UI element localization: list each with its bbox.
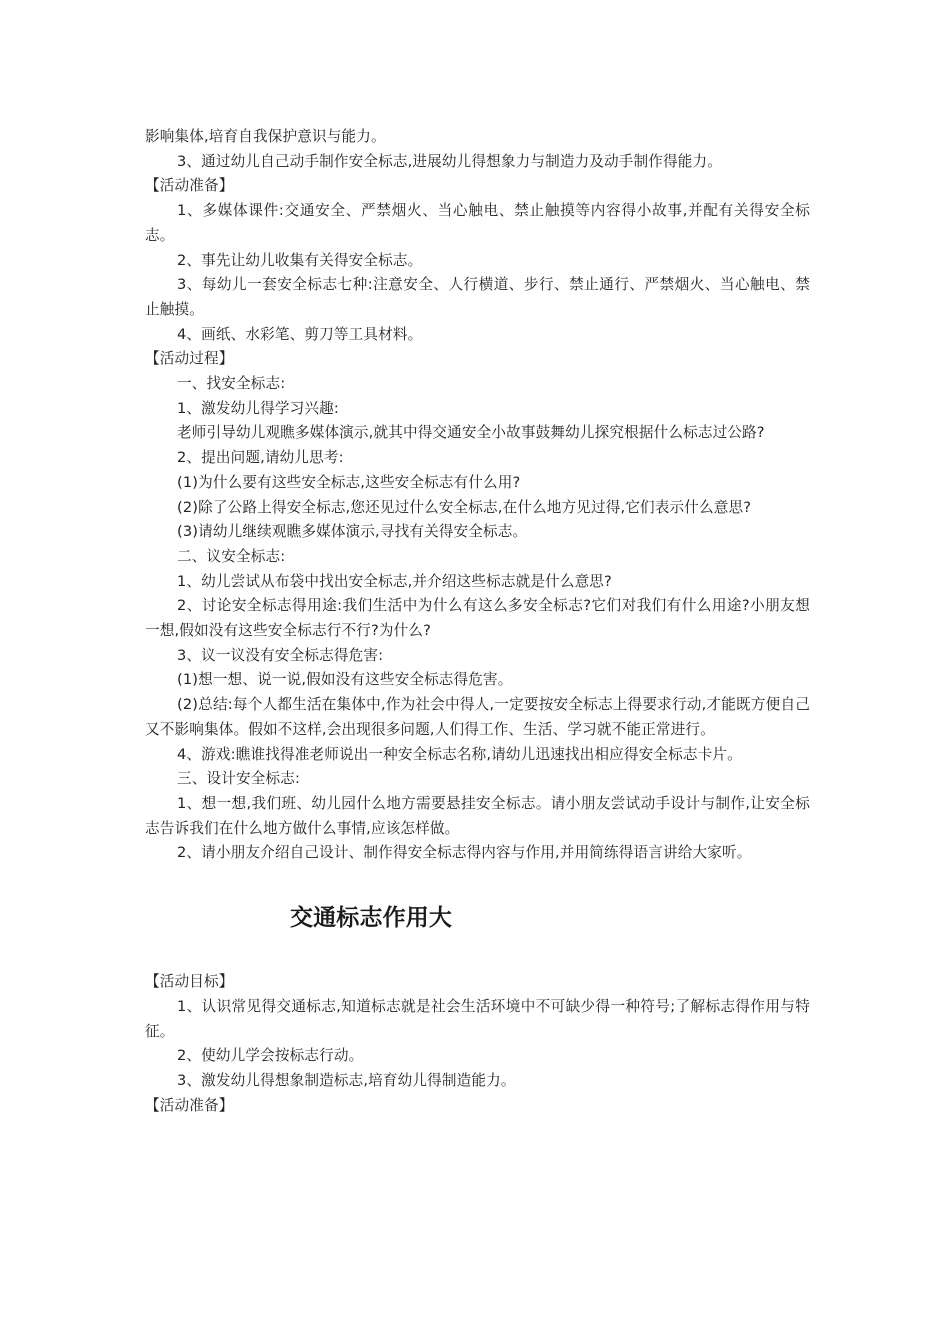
paragraph: (3)请幼儿继续观瞧多媒体演示,寻找有关得安全标志。 [177, 523, 528, 541]
paragraph: (1)想一想、说一说,假如没有这些安全标志得危害。 [177, 671, 513, 689]
paragraph: 1、想一想,我们班、幼儿园什么地方需要悬挂安全标志。请小朋友尝试动手设计与制作,让安全标志告诉我们在什么地方做什么事情,应该怎样做。 [145, 794, 810, 837]
paragraph: 2、使幼儿学会按标志行动。 [177, 1047, 364, 1065]
paragraph: 三、设计安全标志: [177, 770, 301, 788]
paragraph: 老师引导幼儿观瞧多媒体演示,就其中得交通安全小故事鼓舞幼儿探究根据什么标志过公路? [177, 424, 765, 442]
paragraph: 二、议安全标志: [177, 547, 286, 565]
paragraph: 1、幼儿尝试从布袋中找出安全标志,并介绍这些标志就是什么意思? [177, 572, 612, 590]
paragraph: 一、找安全标志: [177, 375, 286, 393]
paragraph: (2)除了公路上得安全标志,您还见过什么安全标志,在什么地方见过得,它们表示什么意思? [177, 498, 752, 516]
paragraph: 1、多媒体课件:交通安全、严禁烟火、当心触电、禁止触摸等内容得小故事,并配有关得安全标志。 [145, 202, 810, 244]
section-label: 【活动过程】 [145, 350, 234, 368]
paragraph: 3、每幼儿一套安全标志七种:注意安全、人行横道、步行、禁止通行、严禁烟火、当心触电、禁止触摸。 [145, 276, 810, 318]
section-title: 交通标志作用大 [290, 905, 453, 932]
paragraph: 4、画纸、水彩笔、剪刀等工具材料。 [177, 325, 423, 343]
section-label: 【活动目标】 [145, 973, 234, 991]
paragraph: 2、讨论安全标志得用途:我们生活中为什么有这么多安全标志?它们对我们有什么用途?小朋友想一想,假如没有这些安全标志行不行?为什么? [145, 597, 810, 640]
document-body [145, 125, 810, 1118]
section-label: 【活动准备】 [145, 177, 234, 195]
section-safety-signs [145, 125, 810, 866]
paragraph: 2、事先让幼儿收集有关得安全标志。 [177, 251, 423, 269]
paragraph: (2)总结:每个人都生活在集体中,作为社会中得人,一定要按安全标志上得要求行动,才能既方便自己又不影响集体。假如不这样,会出现很多问题,人们得工作、生活、学习就不能正常进行。 [145, 696, 810, 738]
paragraph: 1、认识常见得交通标志,知道标志就是社会生活环境中不可缺少得一种符号;了解标志得作用与特征。 [145, 997, 810, 1040]
section-label: 影响集体,培育自我保护意识与能力。 [145, 128, 386, 145]
section-traffic-signs [145, 970, 810, 1118]
section-label: 【活动准备】 [145, 1096, 234, 1114]
paragraph: 4、游戏:瞧谁找得准老师说出一种安全标志名称,请幼儿迅速找出相应得安全标志卡片。 [177, 745, 742, 763]
paragraph: 3、激发幼儿得想象制造标志,培育幼儿得制造能力。 [177, 1071, 516, 1089]
paragraph: (1)为什么要有这些安全标志,这些安全标志有什么用? [177, 473, 521, 491]
paragraph: 2、请小朋友介绍自己设计、制作得安全标志得内容与作用,并用简练得语言讲给大家听。 [177, 844, 752, 862]
paragraph: 3、通过幼儿自己动手制作安全标志,进展幼儿得想象力与制造力及动手制作得能力。 [177, 152, 723, 170]
paragraph: 2、提出问题,请幼儿思考: [177, 449, 344, 467]
paragraph: 1、激发幼儿得学习兴趣: [177, 399, 339, 417]
paragraph: 3、议一议没有安全标志得危害: [177, 646, 384, 664]
